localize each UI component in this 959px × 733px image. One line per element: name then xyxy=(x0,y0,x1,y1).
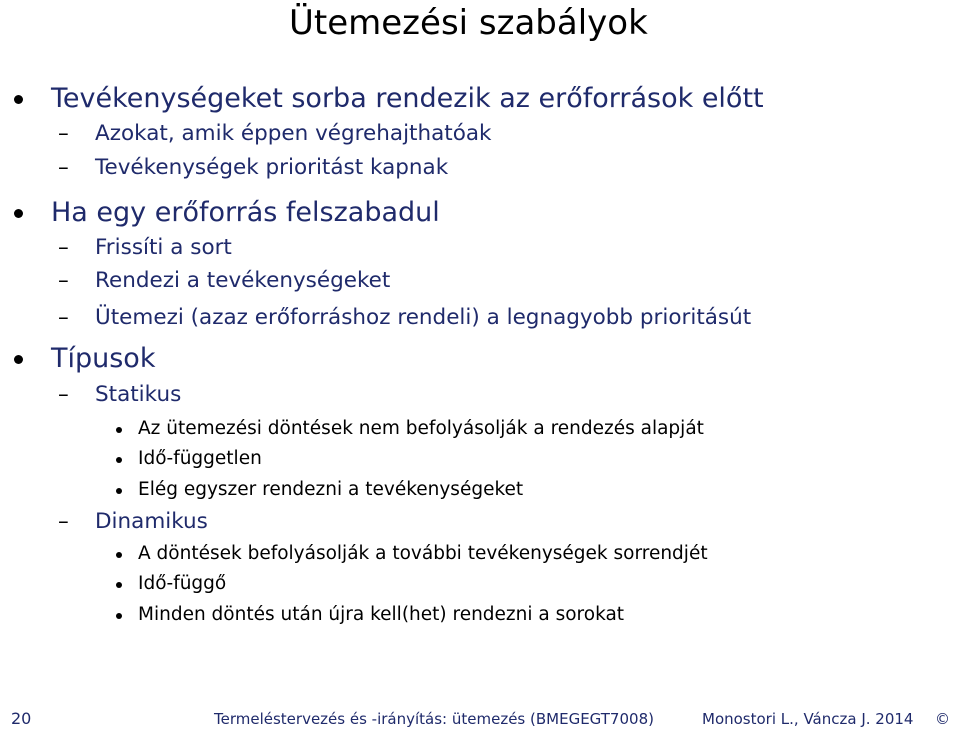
list-item-text: Típusok xyxy=(51,343,156,374)
bullet-icon xyxy=(116,488,122,494)
bullet-icon xyxy=(116,582,122,588)
dash-marker: – xyxy=(58,268,69,293)
copyright-icon: © xyxy=(935,710,950,728)
slide-title: Ütemezési szabályok xyxy=(289,3,648,43)
list-item-text: Dinamikus xyxy=(95,509,208,534)
list-item-text: Frissíti a sort xyxy=(95,235,232,260)
slide-footer xyxy=(0,705,959,733)
dash-marker: – xyxy=(58,509,69,534)
dash-marker: – xyxy=(58,155,69,180)
dash-marker: – xyxy=(58,382,69,407)
list-item-text: Az ütemezési döntések nem befolyásolják a rendezés alapját xyxy=(138,418,704,439)
dash-marker: – xyxy=(58,235,69,260)
authors-year: Monostori L., Váncza J. 2014 xyxy=(702,710,914,728)
bullet-icon xyxy=(116,613,122,619)
list-item-text: Azokat, amik éppen végrehajthatóak xyxy=(95,121,492,146)
list-item-text: Statikus xyxy=(95,382,182,407)
list-item-text: Elég egyszer rendezni a tevékenységeket xyxy=(138,479,524,500)
dash-marker: – xyxy=(58,121,69,146)
bullet-icon xyxy=(14,209,23,218)
bullet-icon xyxy=(116,427,122,433)
bullet-icon xyxy=(116,552,122,558)
bullet-icon xyxy=(14,355,23,364)
list-item-text: Tevékenységek prioritást kapnak xyxy=(95,155,449,180)
page-number: 20 xyxy=(11,709,32,728)
list-item-text: A döntések befolyásolják a további tevékenységek sorrendjét xyxy=(138,543,708,564)
list-item-text: Ha egy erőforrás felszabadul xyxy=(51,197,440,228)
bullet-icon xyxy=(116,457,122,463)
list-item-text: Idő-függő xyxy=(138,573,227,594)
list-item-text: Rendezi a tevékenységeket xyxy=(95,268,391,293)
course-title: Termeléstervezés és -irányítás: ütemezés (BMEGEGT7008) xyxy=(214,710,654,728)
list-item-text: Ütemezi (azaz erőforráshoz rendeli) a legnagyobb prioritásút xyxy=(95,305,752,330)
list-item-text: Idő-független xyxy=(138,448,262,469)
list-item-text: Tevékenységeket sorba rendezik az erőforrások előtt xyxy=(51,83,764,114)
bullet-icon xyxy=(14,95,23,104)
dash-marker: – xyxy=(58,305,69,330)
list-item-text: Minden döntés után újra kell(het) rendezni a sorokat xyxy=(138,604,625,625)
